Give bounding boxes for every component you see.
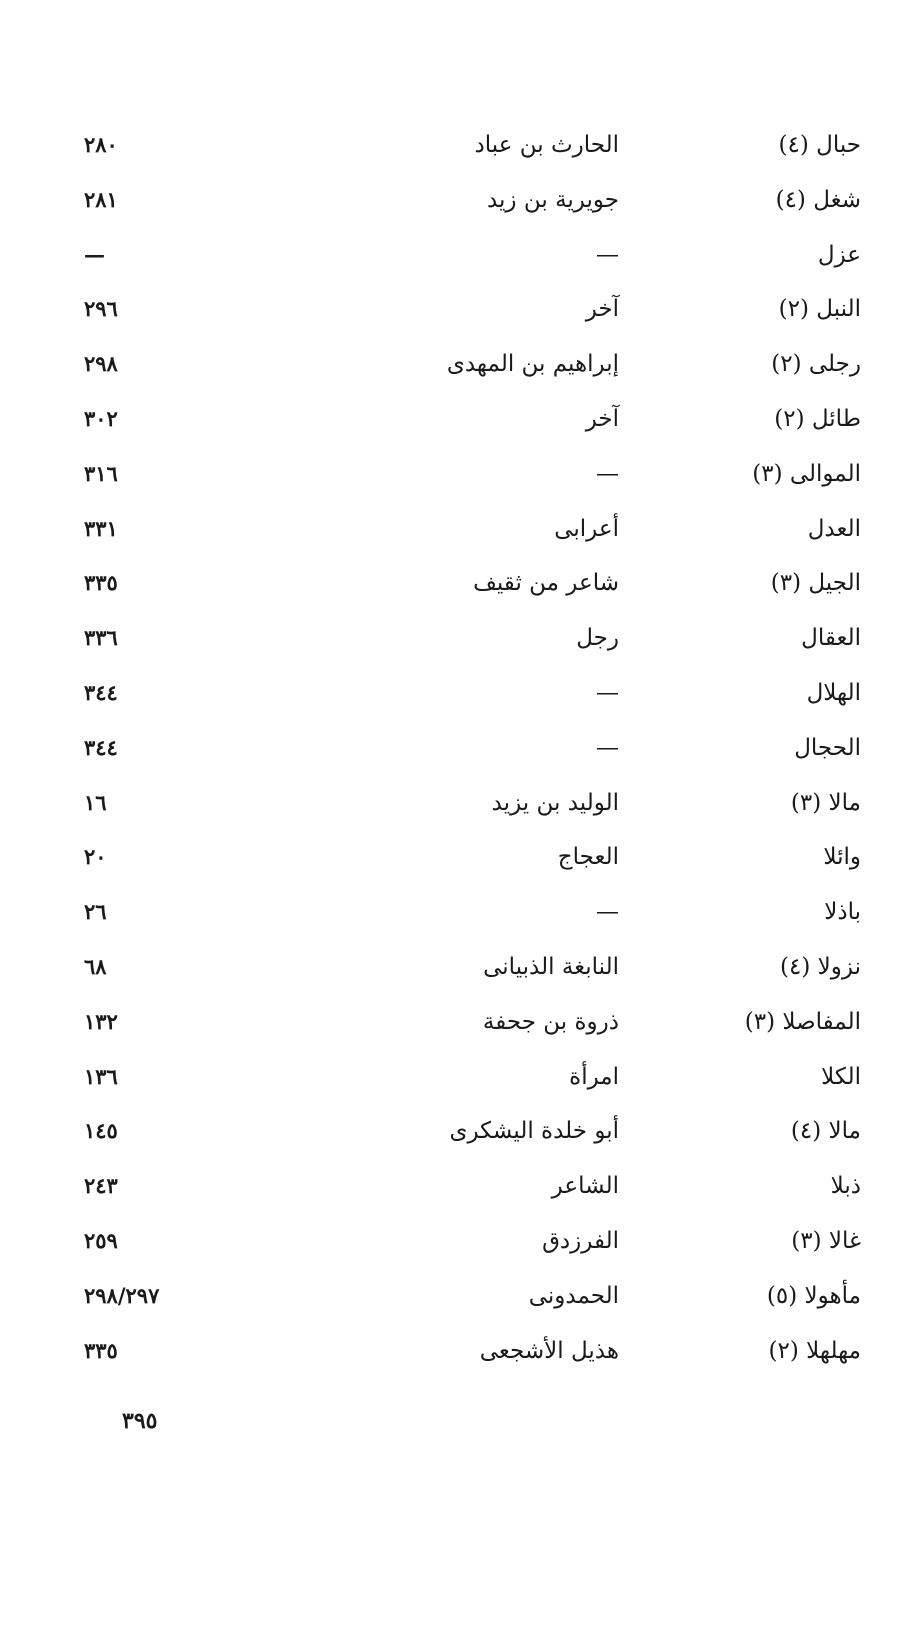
page-reference: ٣٤٤ (84, 734, 118, 760)
poet-name: الشاعر (551, 1173, 619, 1200)
poet-name: — (596, 460, 619, 487)
rhyme-word: مهلهلا (٢) (768, 1337, 861, 1364)
rhyme-word: غالا (٣) (791, 1227, 861, 1254)
index-row (0, 621, 909, 676)
rhyme-word: مالا (٤) (790, 1118, 861, 1145)
rhyme-word: الحجال (794, 734, 861, 761)
rhyme-word: المفاصلا (٣) (744, 1008, 861, 1035)
index-row (0, 1169, 909, 1224)
page-reference: ٣٣٦ (84, 625, 118, 651)
rhyme-word: الكلا (821, 1063, 861, 1090)
rhyme-word: مأهولا (٥) (766, 1282, 861, 1309)
page-reference: ٢٥٩ (84, 1227, 118, 1253)
index-row (0, 402, 909, 457)
rhyme-word: ذبلا (830, 1173, 861, 1200)
page-reference: ٣٣٥ (84, 1337, 118, 1363)
page-reference: ٢٠ (84, 844, 107, 870)
poet-name: النابغة الذبيانى (483, 953, 619, 980)
poet-name: إبراهيم بن المهدى (446, 351, 619, 378)
index-row (0, 676, 909, 731)
rhyme-word: الموالى (٣) (752, 460, 861, 487)
page-reference: ٣٤٤ (84, 679, 118, 705)
rhyme-word: وائلا (823, 844, 861, 871)
rhyme-word: عزل (817, 241, 861, 268)
rhyme-word: حبال (٤) (778, 132, 861, 158)
rhyme-word: الهلال (806, 679, 861, 706)
poet-name: — (596, 241, 619, 268)
poet-name: هذيل الأشجعى (479, 1337, 619, 1364)
rhyme-word: الجيل (٣) (770, 570, 861, 597)
rhyme-word: شغل (٤) (775, 186, 861, 213)
index-row (0, 786, 909, 841)
page-reference: ٢٩٦ (84, 296, 118, 322)
page-reference: ٣٣٥ (84, 570, 118, 596)
poet-name: الحمدونى (528, 1282, 619, 1309)
page-reference: ١٤٥ (84, 1118, 118, 1144)
page-reference: ١٣٦ (84, 1063, 118, 1089)
page-reference: ٦٨ (84, 953, 107, 979)
index-row (0, 1334, 909, 1389)
poet-name: آخر (585, 405, 619, 432)
index-row (0, 128, 909, 183)
poet-name: شاعر من ثقيف (473, 570, 619, 597)
page-reference: ١٦ (84, 789, 107, 815)
poet-name: رجل (576, 625, 619, 652)
rhyme-word: باذلا (824, 899, 861, 926)
index-row (0, 1114, 909, 1169)
index-row (0, 1005, 909, 1060)
page-reference: ٢٨١ (84, 186, 118, 212)
index-row (0, 566, 909, 621)
page-reference: ١٣٢ (84, 1008, 118, 1034)
rhyme-index-table (0, 128, 909, 1388)
index-row (0, 292, 909, 347)
rhyme-word: النبل (٢) (778, 296, 861, 323)
rhyme-word: العدل (807, 515, 861, 542)
page-reference: ٣٠٢ (84, 405, 118, 431)
poet-name: أبو خلدة اليشكرى (449, 1118, 619, 1145)
index-row (0, 457, 909, 512)
index-row (0, 1060, 909, 1115)
page-reference: ٢٤٣ (84, 1173, 118, 1199)
poet-name: الحارث بن عباد (474, 132, 619, 158)
rhyme-word: نزولا (٤) (780, 953, 861, 980)
poet-name: آخر (585, 296, 619, 323)
index-row (0, 731, 909, 786)
index-row (0, 347, 909, 402)
index-row (0, 895, 909, 950)
page-reference: ٢٨٠ (84, 132, 118, 157)
page-number: ٣٩٥ (122, 1408, 158, 1434)
rhyme-word: مالا (٣) (790, 789, 861, 816)
poet-name: الوليد بن يزيد (491, 789, 619, 816)
poet-name: — (596, 899, 619, 926)
poet-name: — (596, 734, 619, 761)
poet-name: امرأة (569, 1063, 619, 1090)
index-row (0, 1224, 909, 1279)
index-row (0, 238, 909, 293)
poet-name: جويرية بن زيد (486, 186, 619, 213)
index-row (0, 840, 909, 895)
index-row (0, 512, 909, 567)
index-row (0, 1279, 909, 1334)
index-row (0, 183, 909, 238)
poet-name: أعرابى (554, 515, 619, 542)
page-reference: ٣١٦ (84, 460, 118, 486)
poet-name: ذروة بن جحفة (482, 1008, 619, 1035)
rhyme-word: العقال (801, 625, 861, 652)
poet-name: العجاج (557, 844, 619, 871)
index-row (0, 950, 909, 1005)
page-reference: ٢٦ (84, 899, 107, 925)
page-reference: ٢٩٨/٢٩٧ (84, 1282, 160, 1308)
rhyme-word: رجلى (٢) (771, 351, 861, 378)
page-reference: ٢٩٨ (84, 351, 118, 377)
rhyme-word: طائل (٢) (774, 405, 861, 432)
page-reference: ٣٣١ (84, 515, 118, 541)
page-reference: — (84, 241, 106, 267)
poet-name: — (596, 679, 619, 706)
poet-name: الفرزدق (542, 1227, 619, 1254)
